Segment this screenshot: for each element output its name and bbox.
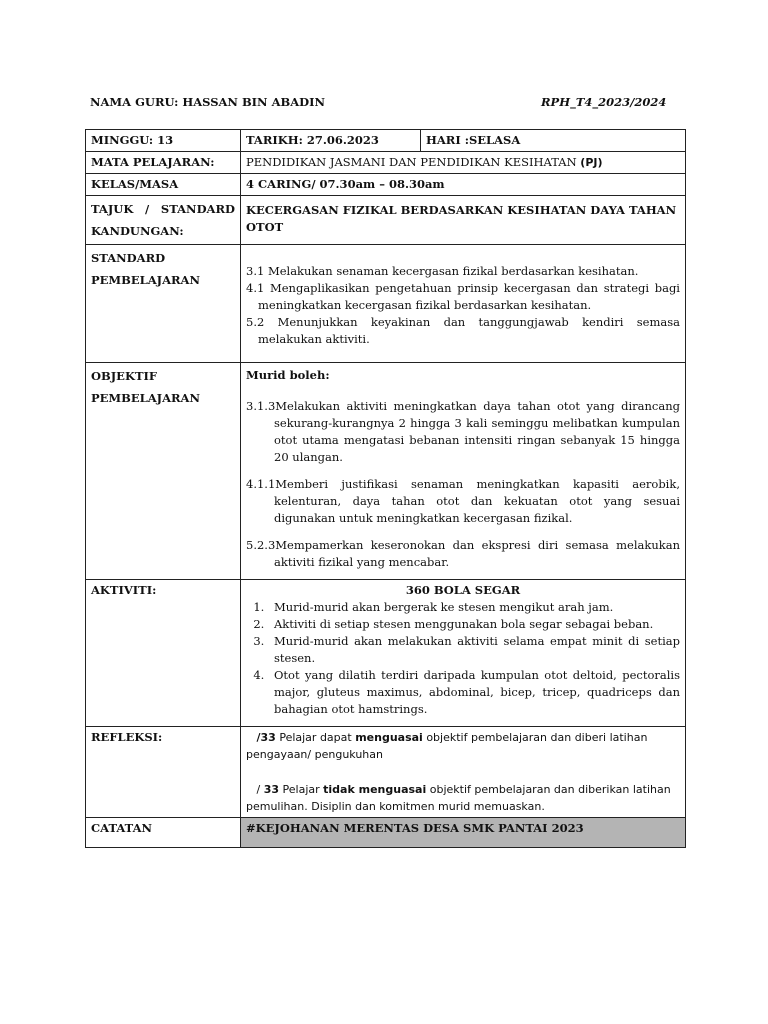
objective-value	[241, 363, 686, 580]
day-cell: HARI :SELASA	[421, 130, 686, 152]
activity-item: 4. Otot yang dilatih terdiri daripada kumpulan otot deltoid, pectoralis major, gluteus maximus, abdominal, bicep, tricep, quadriceps dan bahagian otot hamstrings.	[268, 667, 680, 718]
objective-label-line2: PEMBELAJARAN	[91, 391, 200, 405]
reflection-mastered	[246, 729, 680, 763]
row-activity	[86, 580, 686, 727]
topic-label-line2: KANDUNGAN:	[91, 224, 184, 238]
subject-label: MATA PELAJARAN:	[86, 152, 241, 174]
activity-list	[246, 599, 680, 718]
topic-label	[86, 196, 241, 245]
objective-item: 4.1.1Memberi justifikasi senaman meningkatkan kapasiti aerobik, kelenturan, daya tahan otot dan kekuatan otot yang sesuai digunakan untuk meningkatkan kecergasan fizikal.	[246, 477, 680, 525]
topic-label-line1: TAJUK / STANDARD	[91, 202, 235, 216]
row-standard	[86, 245, 686, 363]
objective-label	[86, 363, 241, 580]
standard-value	[241, 245, 686, 363]
standard-item: 3.1 Melakukan senaman kecergasan fizikal berdasarkan kesihatan.	[246, 264, 639, 278]
reflection-count: /33	[256, 731, 276, 744]
row-note	[86, 818, 686, 848]
reflection-text: objektif pembelajaran dan diberi latihan pengayaan/ pengukuhan	[246, 731, 648, 761]
objective-label-line1: OBJEKTIF	[91, 369, 158, 383]
reflection-text: Pelajar dapat	[275, 731, 356, 744]
row-reflection	[86, 727, 686, 818]
row-topic	[86, 196, 686, 245]
reflection-count: 33	[263, 783, 280, 796]
reflection-value	[241, 727, 686, 818]
topic-value: KECERGASAN FIZIKAL BERDASARKAN KESIHATAN DAYA TAHAN OTOT	[241, 196, 686, 245]
class-label: KELAS/MASA	[86, 174, 241, 196]
activity-item: 2. Aktiviti di setiap stesen menggunakan bola segar sebagai beban.	[268, 616, 680, 633]
row-objective	[86, 363, 686, 580]
standard-item: 5.2 Menunjukkan keyakinan dan tanggungjawab kendiri semasa melakukan aktiviti.	[246, 315, 680, 346]
teacher-name: NAMA GURU: HASSAN BIN ABADIN	[90, 95, 325, 109]
lesson-plan-table	[85, 129, 686, 848]
objective-item: 3.1.3Melakukan aktiviti meningkatkan daya tahan otot yang dirancang sekurang-kurangnya 2 hingga 3 kali seminggu melibatkan kumpulan otot utama mengatasi bebanan intensiti ringan sebanyak 15 hingga 20 ulangan.	[246, 399, 680, 464]
activity-item: 1. Murid-murid akan bergerak ke stesen mengikut arah jam.	[268, 599, 680, 616]
activity-value	[241, 580, 686, 727]
standard-label	[86, 245, 241, 363]
subject-name: PENDIDIKAN JASMANI DAN PENDIDIKAN KESIHATAN	[246, 155, 577, 169]
week-cell: MINGGU: 13	[86, 130, 241, 152]
note-label: CATATAN	[86, 818, 241, 848]
standard-label-line2: PEMBELAJARAN	[91, 273, 200, 287]
reflection-bold: tidak menguasai	[323, 783, 427, 796]
activity-title: 360 BOLA SEGAR	[405, 583, 521, 597]
objective-intro: Murid boleh:	[246, 368, 330, 382]
activity-item: 3. Murid-murid akan melakukan aktiviti selama empat minit di setiap stesen.	[268, 633, 680, 667]
row-minggu	[86, 130, 686, 152]
standard-item: 4.1 Mengaplikasikan pengetahuan prinsip kecergasan dan strategi bagi meningkatkan kecergasan fizikal berdasarkan kesihatan.	[246, 281, 680, 312]
reflection-text: objektif pembelajaran dan diberikan latihan pemulihan. Disiplin dan komitmen murid memuaskan.	[246, 783, 671, 813]
class-value: 4 CARING/ 07.30am – 08.30am	[241, 174, 686, 196]
reflection-not-mastered	[246, 781, 680, 815]
subject-code: (PJ)	[580, 156, 603, 169]
row-subject	[86, 152, 686, 174]
activity-label: AKTIVITI:	[86, 580, 241, 727]
reflection-bold: menguasai	[355, 731, 423, 744]
standard-label-line1: STANDARD	[91, 251, 166, 265]
document-reference: RPH_T4_2023/2024	[541, 95, 667, 109]
subject-value	[241, 152, 686, 174]
reflection-prefix: /	[253, 783, 264, 796]
reflection-label: REFLEKSI:	[86, 727, 241, 818]
objective-item: 5.2.3Mempamerkan keseronokan dan ekspresi diri semasa melakukan aktiviti fizikal yang mencabar.	[246, 538, 680, 569]
note-value: #KEJOHANAN MERENTAS DESA SMK PANTAI 2023	[241, 818, 686, 848]
reflection-text: Pelajar	[279, 783, 324, 796]
row-class	[86, 174, 686, 196]
date-cell: TARIKH: 27.06.2023	[241, 130, 421, 152]
